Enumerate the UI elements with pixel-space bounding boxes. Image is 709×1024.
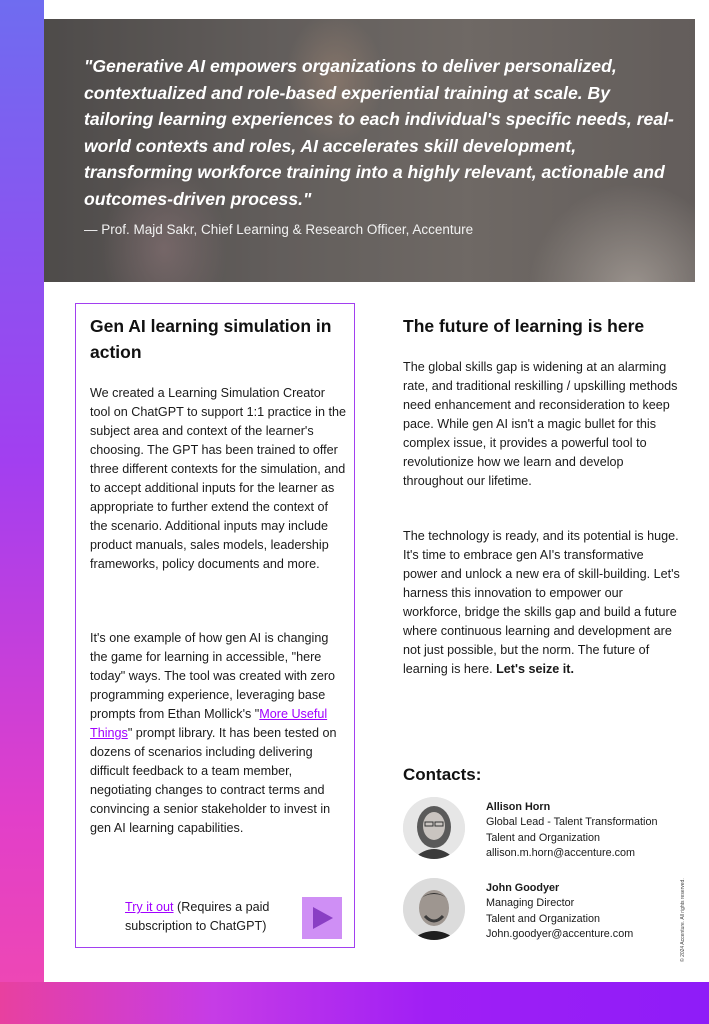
more-useful-things-link[interactable]: More Useful Things (90, 707, 328, 740)
contact-card-2 (486, 881, 686, 942)
contact-email[interactable]: allison.m.horn@accenture.com (486, 846, 635, 859)
try-it-out-note: (Requires a paid subscription to ChatGPT) (125, 900, 270, 933)
avatar-john-goodyer (403, 878, 465, 940)
contact-role: Global Lead - Talent Transformation (486, 816, 658, 829)
copyright-notice: © 2024 Accenture. All rights reserved. (680, 878, 686, 962)
simulation-paragraph-2-after: " prompt library. It has been tested on dozens of scenarios including delivering difficult feedback to a team member, negotiating changes to contract terms and convincing a senior stakeholder to invest in gen AI learning capabilities. (90, 726, 337, 835)
left-gradient-bar (0, 0, 44, 1024)
simulation-title: Gen AI learning simulation in action (90, 316, 332, 362)
contact-group: Talent and Organization (486, 831, 601, 844)
avatar-allison-horn (403, 797, 465, 859)
play-icon (309, 905, 335, 931)
contact-card-1 (486, 800, 686, 861)
future-paragraph-1: The global skills gap is widening at an alarming rate, and traditional reskilling / upskilling methods need enhancement and reconsideration to keep pace. While gen AI isn't a magic bullet for this complex issue, it provides a powerful tool to revolutionize how we learn and develop throughout our lifetime. (403, 360, 678, 488)
future-title: The future of learning is here (403, 316, 645, 336)
contact-name: John Goodyer (486, 882, 560, 894)
future-paragraph-2-text: The technology is ready, and its potential is huge. It's time to embrace gen AI's transformative power and unlock a new era of skill-building. Let's harness this innovation to empower our workforce, bridge the skills gap and build a future where continuous learning and development are not just possible, but the norm. The future of learning is here. (403, 529, 680, 676)
simulation-paragraph-2 (90, 629, 348, 838)
simulation-paragraph-2-before: It's one example of how gen AI is changing the game for learning in accessible, "here today" ways. The tool was created with zero programming experience, leveraging base prompts from Ethan Mollick's " (90, 631, 336, 721)
try-it-out-row (125, 898, 300, 936)
hero-quote-banner (44, 19, 695, 282)
play-button[interactable] (302, 897, 342, 939)
contact-name: Allison Horn (486, 801, 551, 813)
contact-email[interactable]: John.goodyer@accenture.com (486, 927, 634, 940)
contact-role: Managing Director (486, 897, 575, 910)
hero-quote-attribution: — Prof. Majd Sakr, Chief Learning & Research Officer, Accenture (84, 222, 474, 237)
try-it-out-link[interactable]: Try it out (125, 900, 174, 914)
bottom-gradient-bar (0, 982, 709, 1024)
contact-group: Talent and Organization (486, 912, 601, 925)
future-paragraph-2-bold: Let's seize it. (496, 662, 574, 676)
simulation-paragraph-1: We created a Learning Simulation Creator tool on ChatGPT to support 1:1 practice in the subject area and context of the learner's choosing. The GPT has been trained to offer three different contexts for the simulation, and to accept additional inputs for the learner as appropriate to further extend the context of the scenario. Additional inputs may include product manuals, sales models, leadership frameworks, policy documents and more. (90, 386, 346, 571)
contacts-title: Contacts: (403, 765, 482, 784)
hero-quote-text: "Generative AI empowers organizations to deliver personalized, contextualized and role-based experiential training at scale. By tailoring learning experiences to each individual's specific needs, real-world contexts and roles, AI accelerates skill development, transforming workforce training into a highly relevant, actionable and outcomes-driven process." (84, 56, 674, 209)
future-paragraph-2 (403, 527, 681, 679)
